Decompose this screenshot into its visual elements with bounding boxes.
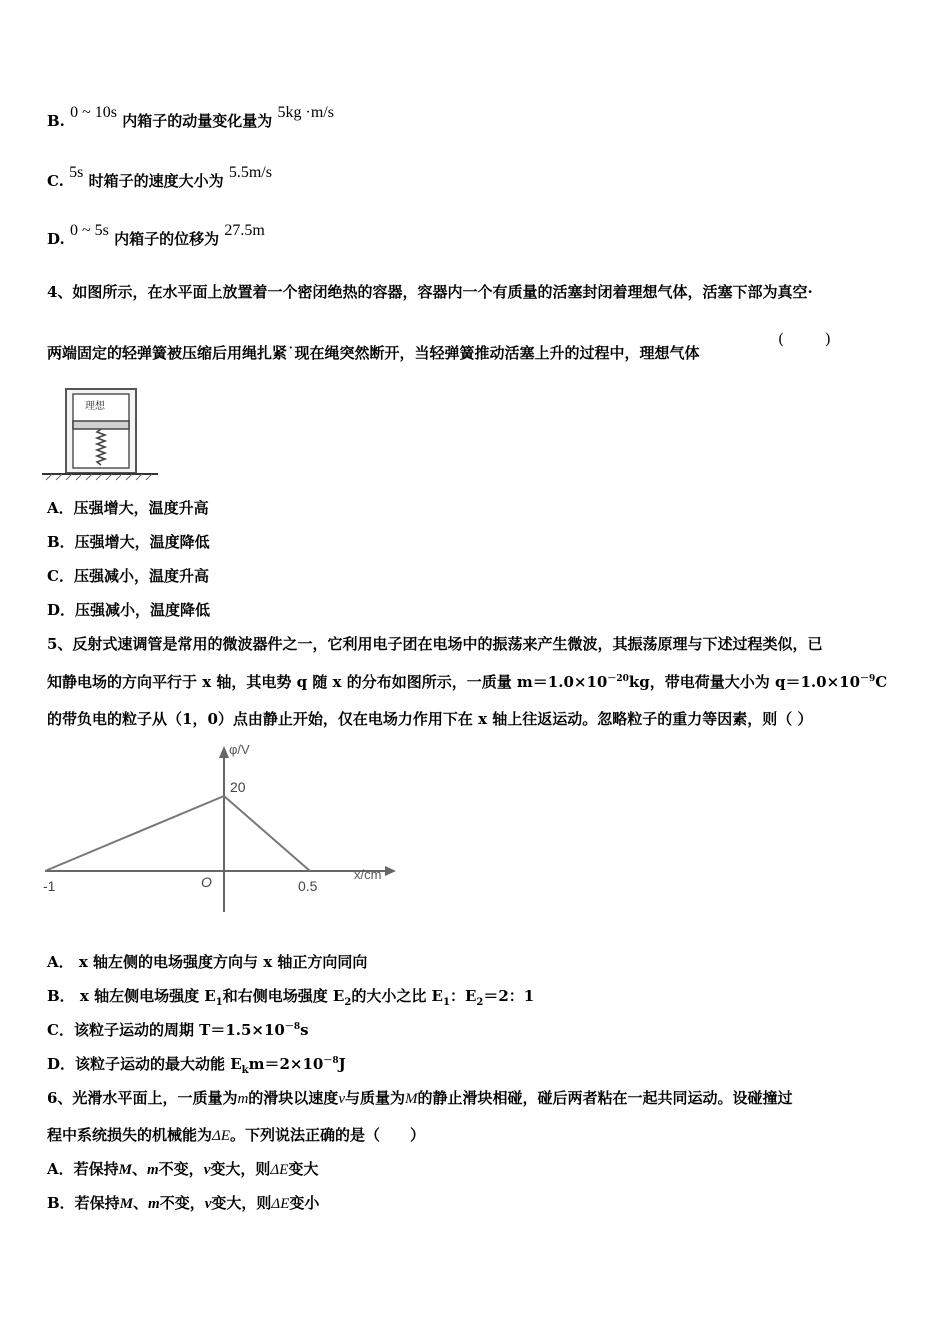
- q6-stem-line1: 6、光滑水平面上，一质量为m的滑块以速度v与质量为M的静止滑块相碰，碰后两者粘在一起共同运动。设碰撞过: [47, 1089, 793, 1107]
- q6-stem-line2: 程中系统损失的机械能为ΔE。下列说法正确的是（ ）: [47, 1126, 425, 1144]
- q4-container-figure: [40, 385, 165, 485]
- answer-paren-open: (: [778, 330, 784, 348]
- q5-option-d: D．该粒子运动的最大动能 $E_km=2\times 10^{-8}J$: [47, 1055, 346, 1076]
- q4-option-d: D．压强减小，温度降低: [47, 601, 211, 619]
- q4-option-b: B．压强增大，温度降低: [47, 533, 210, 551]
- q4-stem-line2: 两端固定的轻弹簧被压缩后用绳扎紧˙现在绳突然断开，当轻弹簧推动活塞上升的过程中，理想气体: [47, 344, 700, 362]
- q4-option-a: A．压强增大，温度升高: [47, 499, 209, 517]
- left-tick-label: -1: [43, 878, 56, 894]
- q3-option-b: B. 0 ~ 10s 内箱子的动量变化量为 5kg ·m/s: [47, 104, 334, 130]
- peak-label: 20: [230, 779, 246, 795]
- origin-label: O: [201, 874, 212, 890]
- x-axis-arrow: [385, 866, 396, 876]
- potential-curve: [45, 796, 310, 871]
- y-axis-arrow: [219, 746, 229, 758]
- q3-option-d: D. 0 ~ 5s 内箱子的位移为 27.5m: [47, 222, 265, 248]
- gas-label: 理想: [85, 401, 105, 412]
- q5-stem-line2: 知静电场的方向平行于 x 轴，其电势 q 随 x 的分布如图所示，一质量 $m=1.0\times 10^{-20}kg$，带电荷量大小为 $q=1.0\times 10^{-9}C$: [47, 673, 888, 691]
- y-axis-label: φ/V: [229, 742, 250, 757]
- q6-option-a: A．若保持M、m不变，v变大，则ΔE变大: [47, 1160, 319, 1178]
- q3-option-c: C. 5s 时箱子的速度大小为 5.5m/s: [47, 164, 272, 190]
- q5-option-c: C．该粒子运动的周期 $T=1.5\times 10^{-8}s$: [47, 1021, 309, 1039]
- piston: [73, 421, 129, 429]
- q5-option-a: A． x 轴左侧的电场强度方向与 x 轴正方向同向: [47, 953, 368, 971]
- right-tick-label: 0.5: [298, 878, 318, 894]
- x-axis-label: x/cm: [354, 867, 382, 882]
- q5-stem-line1: 5、反射式速调管是常用的微波器件之一，它利用电子团在电场中的振荡来产生微波，其振荡原理与下述过程类似，已: [47, 635, 823, 653]
- q5-potential-graph: [40, 742, 400, 917]
- q5-stem-line3: 的带负电的粒子从（1，0）点由静止开始，仅在电场力作用下在 x 轴上往返运动。忽略粒子的重力等因素，则（ ）: [47, 710, 813, 728]
- q4-stem-line1: 4、如图所示，在水平面上放置着一个密闭绝热的容器，容器内一个有质量的活塞封闭着理想气体，活塞下部为真空·: [47, 283, 813, 301]
- q4-option-c: C．压强减小，温度升高: [47, 567, 209, 585]
- q5-option-b: B． x 轴左侧电场强度 $E_1$和右侧电场强度 $E_2$的大小之比 $E_1$：$E_2=2$：1: [47, 987, 535, 1008]
- q6-option-b: B．若保持M、m不变，v变大，则ΔE变小: [47, 1194, 320, 1212]
- answer-paren-close: ): [825, 330, 831, 348]
